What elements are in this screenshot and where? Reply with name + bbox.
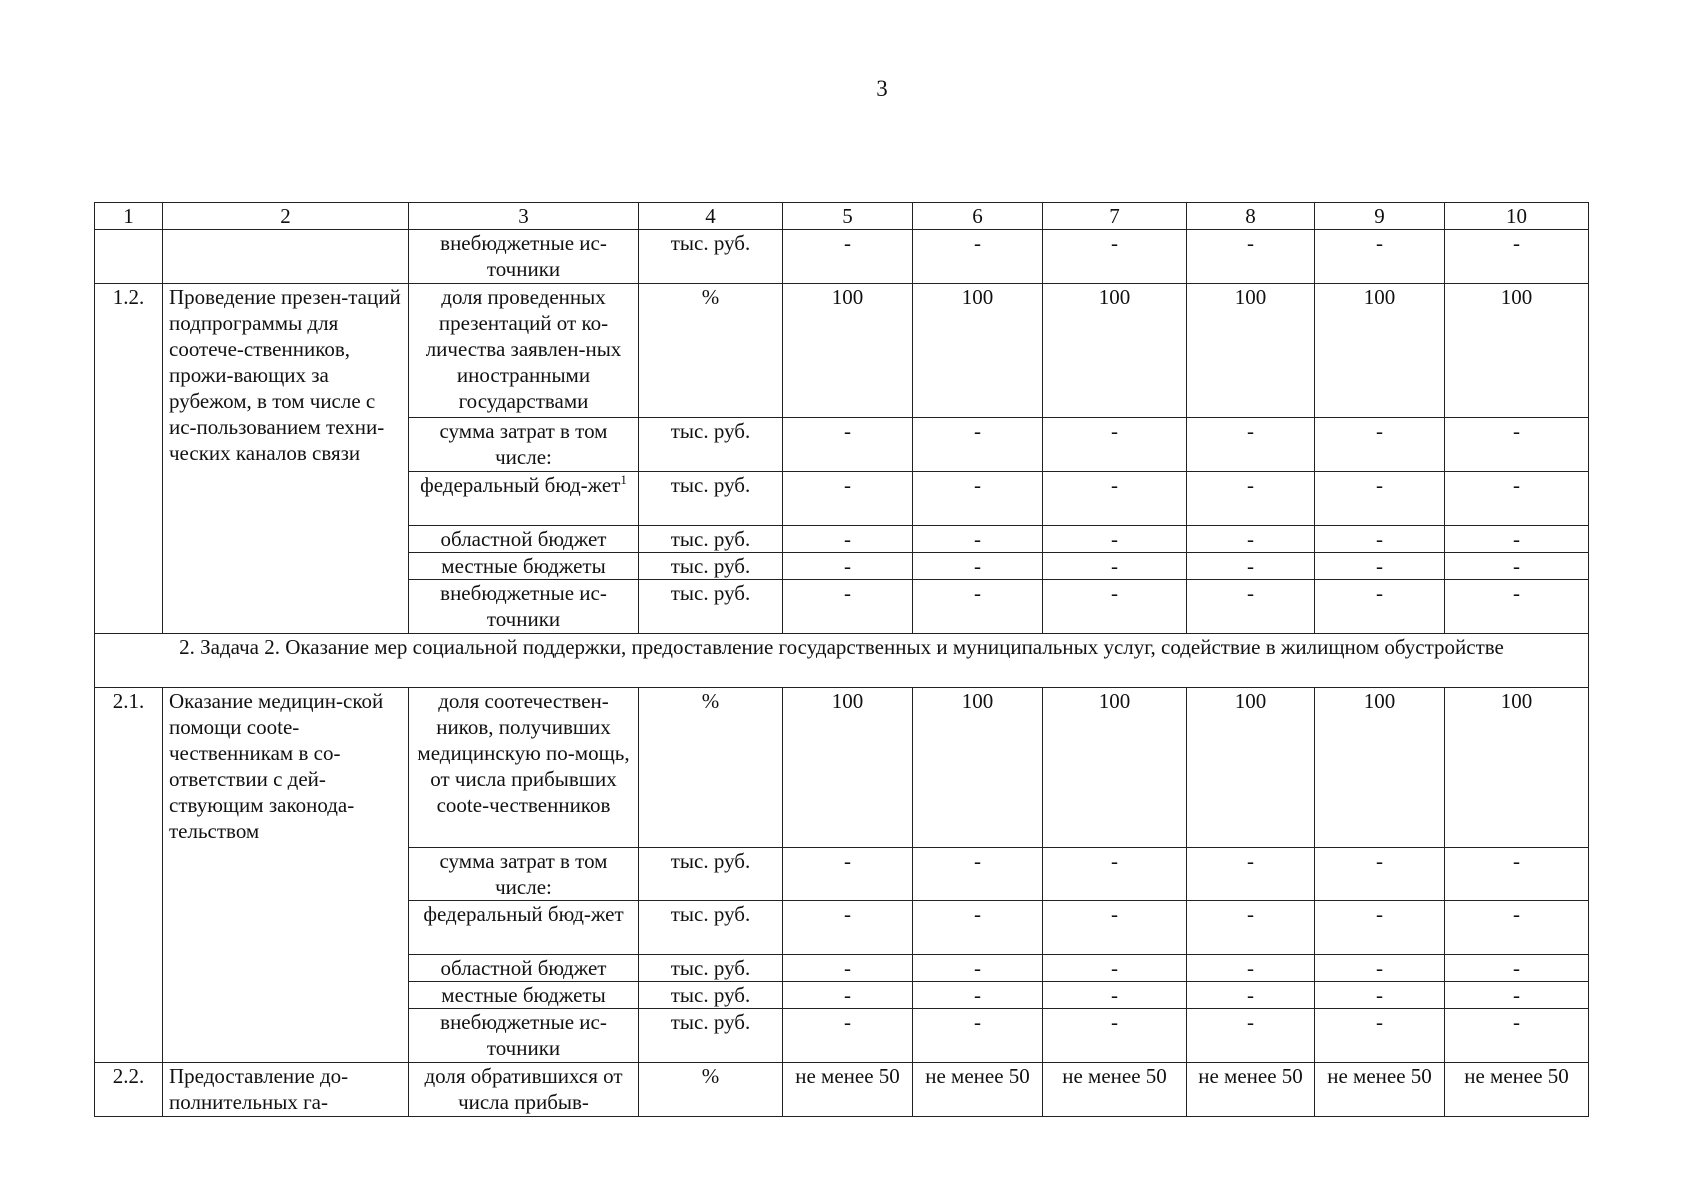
indicator-cell: федеральный бюд-жет$^1$ xyxy=(409,472,639,526)
value-cell: - xyxy=(1187,901,1315,955)
item-name: Оказание медицин-ской помощи соote-чественникам в со-ответствии с дей-ствующим законода-тельством xyxy=(163,688,409,1063)
value-cell: - xyxy=(1315,230,1445,284)
unit-cell: тыс. руб. xyxy=(639,982,783,1009)
value-cell: - xyxy=(1187,1009,1315,1063)
value-cell: - xyxy=(1043,580,1187,634)
value-cell: не менее 50 xyxy=(913,1063,1043,1117)
indicator-cell: областной бюджет xyxy=(409,955,639,982)
value-cell: - xyxy=(1445,526,1589,553)
value-cell: 100 xyxy=(1445,284,1589,418)
value-cell: - xyxy=(783,230,913,284)
value-cell: - xyxy=(1445,982,1589,1009)
value-cell: - xyxy=(913,553,1043,580)
header-cell: 7 xyxy=(1043,203,1187,230)
column-number-row xyxy=(95,203,1589,230)
value-cell: не менее 50 xyxy=(1187,1063,1315,1117)
value-cell: - xyxy=(1187,848,1315,901)
value-cell: - xyxy=(1043,955,1187,982)
value-cell: - xyxy=(1315,472,1445,526)
item-number: 1.2. xyxy=(95,284,163,634)
value-cell: - xyxy=(1315,982,1445,1009)
value-cell: - xyxy=(783,982,913,1009)
value-cell: - xyxy=(783,901,913,955)
unit-cell: тыс. руб. xyxy=(639,955,783,982)
value-cell: 100 xyxy=(1445,688,1589,848)
table-row xyxy=(95,1063,1589,1117)
value-cell: - xyxy=(913,418,1043,472)
value-cell: 100 xyxy=(913,284,1043,418)
value-cell: - xyxy=(1043,418,1187,472)
unit-cell: тыс. руб. xyxy=(639,580,783,634)
value-cell: - xyxy=(913,955,1043,982)
header-cell: 5 xyxy=(783,203,913,230)
footnote-mark: 1 xyxy=(620,472,627,487)
value-cell: - xyxy=(1187,472,1315,526)
indicator-cell: областной бюджет xyxy=(409,526,639,553)
value-cell: 100 xyxy=(1043,688,1187,848)
value-cell: - xyxy=(1187,230,1315,284)
unit-cell: тыс. руб. xyxy=(639,553,783,580)
value-cell: 100 xyxy=(783,688,913,848)
value-cell: 100 xyxy=(1187,688,1315,848)
value-cell: - xyxy=(1445,230,1589,284)
value-cell: - xyxy=(783,418,913,472)
value-cell: - xyxy=(913,230,1043,284)
value-cell: - xyxy=(1445,901,1589,955)
header-cell: 4 xyxy=(639,203,783,230)
value-cell: - xyxy=(1187,553,1315,580)
program-indicators-table xyxy=(94,202,1589,1117)
value-cell: не менее 50 xyxy=(1043,1063,1187,1117)
unit-cell: тыс. руб. xyxy=(639,472,783,526)
value-cell: - xyxy=(1187,418,1315,472)
indicator-cell: внебюджетные ис-точники xyxy=(409,230,639,284)
indicator-cell: местные бюджеты xyxy=(409,982,639,1009)
header-cell: 6 xyxy=(913,203,1043,230)
value-cell: - xyxy=(1445,848,1589,901)
task-heading: 2. Задача 2. Оказание мер социальной поддержки, предоставление государственных и муниципальных услуг, содействие в жилищном обустройстве xyxy=(95,634,1589,688)
value-cell: - xyxy=(1315,901,1445,955)
page-number: 3 xyxy=(876,76,888,101)
value-cell: - xyxy=(1445,955,1589,982)
value-cell: 100 xyxy=(913,688,1043,848)
value-cell: 100 xyxy=(1315,284,1445,418)
table-row xyxy=(95,688,1589,848)
indicator-cell: доля проведенных презентаций от ко-личества заявлен-ных иностранными государствами xyxy=(409,284,639,418)
unit-cell: тыс. руб. xyxy=(639,848,783,901)
value-cell: - xyxy=(1445,580,1589,634)
header-cell: 1 xyxy=(95,203,163,230)
value-cell: - xyxy=(1043,1009,1187,1063)
value-cell: - xyxy=(1043,553,1187,580)
value-cell: - xyxy=(783,580,913,634)
item-number: 2.2. xyxy=(95,1063,163,1117)
indicator-cell: внебюджетные ис-точники xyxy=(409,1009,639,1063)
value-cell: не менее 50 xyxy=(1315,1063,1445,1117)
value-cell: - xyxy=(1445,418,1589,472)
unit-cell: % xyxy=(639,1063,783,1117)
value-cell: - xyxy=(1445,553,1589,580)
value-cell: не менее 50 xyxy=(1445,1063,1589,1117)
value-cell: - xyxy=(1315,1009,1445,1063)
value-cell: - xyxy=(913,1009,1043,1063)
item-number: 2.1. xyxy=(95,688,163,1063)
indicator-cell: доля обратившихся от числа прибыв- xyxy=(409,1063,639,1117)
value-cell: - xyxy=(913,848,1043,901)
value-cell: - xyxy=(1445,472,1589,526)
value-cell: - xyxy=(1043,848,1187,901)
value-cell: - xyxy=(913,580,1043,634)
value-cell: - xyxy=(783,553,913,580)
item-name: Проведение презен-таций подпрограммы для соотече-ственников, прожи-вающих за рубежом, в том числе с ис-пользованием техни-ческих каналов связи xyxy=(163,284,409,634)
value-cell: - xyxy=(1043,526,1187,553)
value-cell: - xyxy=(1315,848,1445,901)
value-cell: - xyxy=(783,955,913,982)
table-row xyxy=(95,284,1589,418)
value-cell: - xyxy=(1315,526,1445,553)
indicator-cell: сумма затрат в том числе: xyxy=(409,848,639,901)
unit-cell: % xyxy=(639,688,783,848)
table-row xyxy=(95,230,1589,284)
value-cell: - xyxy=(1445,1009,1589,1063)
header-cell: 3 xyxy=(409,203,639,230)
value-cell: - xyxy=(783,1009,913,1063)
value-cell: - xyxy=(1043,230,1187,284)
unit-cell: тыс. руб. xyxy=(639,230,783,284)
value-cell: - xyxy=(1043,982,1187,1009)
value-cell: - xyxy=(783,526,913,553)
item-name: Предоставление до-полнительных га- xyxy=(163,1063,409,1117)
value-cell: - xyxy=(1043,472,1187,526)
unit-cell: тыс. руб. xyxy=(639,418,783,472)
header-cell: 9 xyxy=(1315,203,1445,230)
value-cell: 100 xyxy=(1187,284,1315,418)
value-cell: 100 xyxy=(1315,688,1445,848)
unit-cell: тыс. руб. xyxy=(639,901,783,955)
indicator-cell: местные бюджеты xyxy=(409,553,639,580)
value-cell: - xyxy=(913,982,1043,1009)
value-cell: - xyxy=(783,848,913,901)
value-cell: - xyxy=(1187,982,1315,1009)
value-cell: - xyxy=(1187,955,1315,982)
indicator-cell: федеральный бюд-жет xyxy=(409,901,639,955)
value-cell: - xyxy=(913,526,1043,553)
header-cell: 8 xyxy=(1187,203,1315,230)
value-cell: - xyxy=(1315,418,1445,472)
header-cell: 10 xyxy=(1445,203,1589,230)
value-cell: 100 xyxy=(1043,284,1187,418)
value-cell: - xyxy=(913,901,1043,955)
value-cell: - xyxy=(783,472,913,526)
unit-cell: тыс. руб. xyxy=(639,1009,783,1063)
value-cell: - xyxy=(1187,580,1315,634)
indicator-cell: внебюджетные ис-точники xyxy=(409,580,639,634)
value-cell: не менее 50 xyxy=(783,1063,913,1117)
value-cell: - xyxy=(1315,580,1445,634)
value-cell: - xyxy=(1315,553,1445,580)
value-cell: - xyxy=(913,472,1043,526)
value-cell: 100 xyxy=(783,284,913,418)
indicator-cell: сумма затрат в том числе: xyxy=(409,418,639,472)
unit-cell: % xyxy=(639,284,783,418)
header-cell: 2 xyxy=(163,203,409,230)
value-cell: - xyxy=(1315,955,1445,982)
indicator-cell: доля соотечествен-ников, получивших медицинскую по-мощь, от числа прибывших соote-чественников xyxy=(409,688,639,848)
unit-cell: тыс. руб. xyxy=(639,526,783,553)
value-cell: - xyxy=(1187,526,1315,553)
value-cell: - xyxy=(1043,901,1187,955)
task-heading-row xyxy=(95,634,1589,688)
